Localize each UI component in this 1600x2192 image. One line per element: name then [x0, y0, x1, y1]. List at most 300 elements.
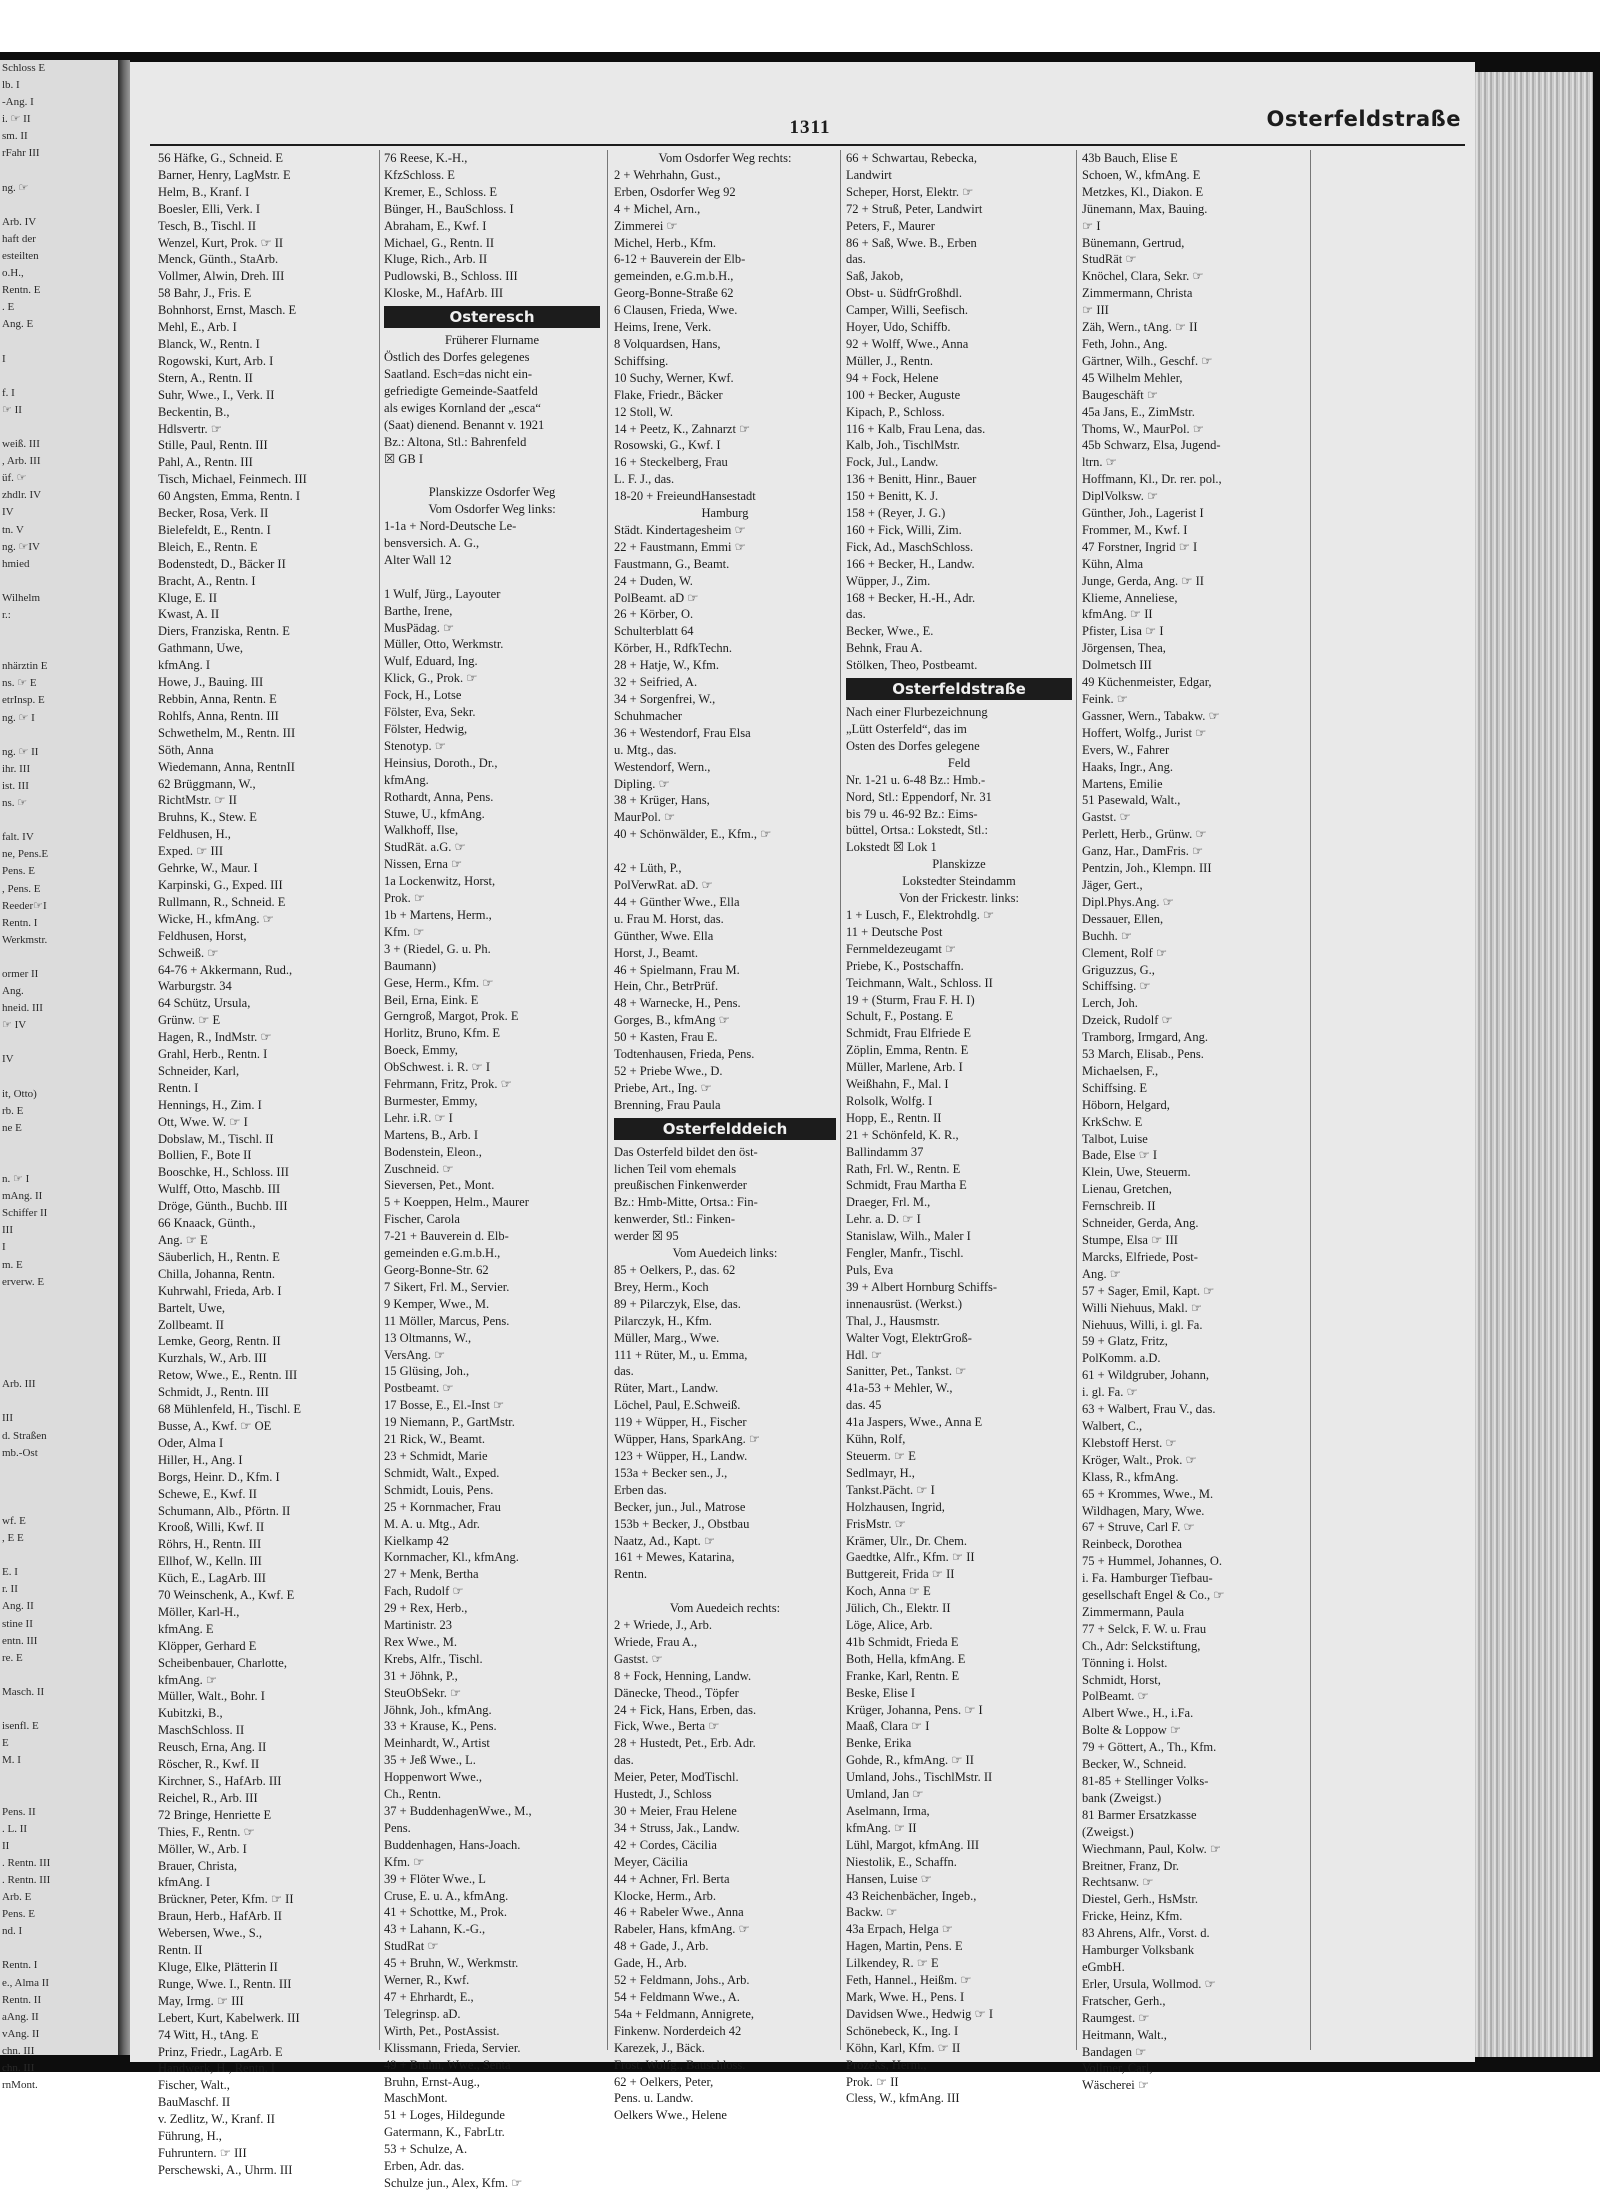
directory-entry: 43b Bauch, Elise E: [1082, 151, 1178, 165]
directory-entry: Möller, Karl-H.,: [158, 1604, 240, 1619]
directory-entry: gemeinden e.G.m.b.H.,: [384, 1246, 501, 1261]
directory-entry: Mehl, E., Arb. I: [158, 320, 237, 335]
left-page-line: [0, 1359, 118, 1376]
left-page-line: e., Alma II: [2, 1976, 50, 1989]
directory-entry: StudRät ☞: [1082, 252, 1137, 267]
directory-entry: Kluge, Elke, Plätterin II: [158, 1959, 278, 1974]
left-page-line: [0, 1769, 118, 1786]
directory-entry: Vollmer, Carl,: [1082, 2061, 1153, 2076]
directory-entry: Pens.: [384, 1820, 411, 1835]
directory-entry: Klissmann, Frieda, Servier.: [384, 2040, 521, 2055]
directory-entry: Warburgstr. 34: [158, 979, 232, 994]
left-page-line: . Rentn. III: [2, 1856, 51, 1869]
directory-entry: Söth, Anna: [158, 742, 214, 757]
directory-entry: eGmbH.: [1082, 1959, 1125, 1974]
directory-entry: Bohnhorst, Ernst, Masch. E: [158, 303, 297, 318]
left-page-line: [0, 1479, 118, 1496]
directory-entry: Erler, Ursula, Wollmod. ☞: [1082, 1976, 1216, 1991]
directory-entry: 24 + Duden, W.: [614, 573, 693, 588]
directory-entry: 86 + Saß, Wwe. B., Erben: [846, 235, 977, 250]
directory-entry: Ang. ☞ E: [158, 1233, 208, 1247]
directory-entry: Webersen, Wwe., S.,: [158, 1926, 262, 1941]
directory-entry: Kurzhals, W., Arb. III: [158, 1351, 267, 1366]
directory-entry: 52 + Priebe Wwe., D.: [614, 1063, 723, 1078]
directory-entry: Bleich, E., Rentn. E: [158, 539, 258, 554]
column-3: [614, 150, 836, 2123]
left-page-line: Pens. E: [2, 1908, 35, 1921]
directory-entry: KrkSchw. E: [1082, 1114, 1143, 1129]
directory-entry: Westendorf, Wern.,: [614, 759, 711, 774]
directory-entry: preußischen Finkenwerder: [614, 1178, 747, 1193]
directory-entry: Talbot, Luise: [1082, 1131, 1148, 1146]
left-page-line: Pens. E: [2, 865, 35, 878]
directory-entry: Wäscherei ☞: [1082, 2078, 1150, 2093]
directory-entry: Becker, jun., Jul., Matrose: [614, 1499, 746, 1514]
directory-entry: Schult, F., Postang. E: [846, 1009, 953, 1024]
directory-entry: Heims, Irene, Verk.: [614, 320, 712, 335]
directory-entry: 1-1a + Nord-Deutsche Le-: [384, 519, 517, 534]
directory-entry: Hdlsvertr. ☞: [158, 421, 222, 436]
directory-entry: Bolte & Loppow ☞: [1082, 1723, 1182, 1738]
directory-entry: Lokstedt ☒ Lok 1: [846, 840, 937, 855]
left-page-line: E. I: [2, 1566, 18, 1579]
directory-entry: 116 + Kalb, Frau Lena, das.: [846, 421, 986, 436]
directory-entry: Pens. u. Landw.: [614, 2091, 694, 2106]
directory-entry: Lehr. i.R. ☞ I: [384, 1110, 453, 1125]
directory-entry: Booschke, H., Schloss. III: [158, 1165, 289, 1180]
directory-entry: Borgs, Heinr. D., Kfm. I: [158, 1469, 280, 1484]
directory-entry: 64-76 + Akkermann, Rud.,: [158, 962, 293, 977]
directory-entry: PolVerwRat. aD. ☞: [614, 877, 713, 892]
directory-entry: 54a + Feldmann, Annigrete,: [614, 2006, 755, 2021]
left-page-line: esteilten: [2, 250, 39, 263]
directory-entry: [614, 843, 836, 860]
directory-entry: Zäh, Wern., tAng. ☞ II: [1082, 320, 1198, 335]
left-page-line: hneid. III: [2, 1002, 43, 1015]
directory-entry: 92 + Wolff, Wwe., Anna: [846, 336, 969, 351]
directory-entry: Walter Vogt, ElektrGroß-: [846, 1330, 972, 1345]
directory-entry: Knöchel, Clara, Sekr. ☞: [1082, 269, 1204, 284]
directory-entry: Klass, R., kfmAng.: [1082, 1469, 1179, 1484]
directory-entry: FrisMstr. ☞: [846, 1516, 906, 1531]
directory-entry: Martens, Emilie: [1082, 776, 1163, 791]
directory-entry: Tramborg, Irmgard, Ang.: [1082, 1030, 1209, 1045]
directory-entry: kfmAng. ☞ II: [846, 1820, 917, 1835]
directory-entry: 70 Weinschenk, A., Kwf. E: [158, 1588, 295, 1603]
directory-entry: gemeinden, e.G.m.b.H.,: [614, 269, 734, 284]
left-page-line: [0, 1291, 118, 1308]
directory-entry: Wenzel, Kurt, Prok. ☞ II: [158, 235, 284, 250]
directory-entry: Dobslaw, M., Tischl. II: [158, 1131, 274, 1146]
directory-entry: Fick, Wwe., Berta ☞: [614, 1719, 720, 1734]
directory-entry: bank (Zweigst.): [1082, 1790, 1162, 1805]
directory-entry: Blanck, W., Rentn. I: [158, 336, 260, 351]
directory-entry: 46 + Rabeler Wwe., Anna: [614, 1905, 744, 1920]
directory-entry: Koch, Anna ☞ E: [846, 1584, 931, 1599]
left-page-line: ng. ☞IV: [2, 540, 40, 553]
directory-entry: Walbert, C.,: [1082, 1418, 1143, 1433]
directory-entry: kfmAng. I: [158, 1875, 211, 1890]
directory-entry: Sieversen, Pet., Mont.: [384, 1178, 495, 1193]
directory-entry: 48 + Warnecke, H., Pens.: [614, 996, 741, 1011]
left-page-line: vAng. II: [2, 2027, 40, 2040]
directory-entry: Priebe, K., Postschaffn.: [846, 958, 964, 973]
directory-entry: SteuObSekr. ☞: [384, 1685, 462, 1700]
directory-entry: Backw. ☞: [846, 1905, 898, 1920]
directory-entry: Schneider, Gerda, Ang.: [1082, 1216, 1199, 1231]
directory-entry: Schönebeck, K., Ing. I: [846, 2023, 959, 2038]
directory-entry: May, Irmg. ☞ III: [158, 1993, 244, 2008]
directory-entry: Müller, Marlene, Arb. I: [846, 1060, 963, 1075]
left-page-line: falt. IV: [2, 831, 34, 844]
directory-entry: VersAng. ☞: [384, 1347, 446, 1362]
directory-entry: Kalb, Joh., TischlMstr.: [846, 438, 960, 453]
left-page-line: [0, 1154, 118, 1171]
directory-entry: Jünemann, Max, Bauing.: [1082, 201, 1208, 216]
left-page-line: Arb. IV: [2, 215, 37, 228]
directory-entry: kfmAng. I: [158, 658, 211, 673]
directory-entry: PolKomm. a.D.: [1082, 1351, 1161, 1366]
left-page-line: n. ☞ I: [2, 1173, 30, 1186]
directory-entry: 45a Jans, E., ZimMstr.: [1082, 404, 1195, 419]
directory-entry: 28 + Hustedt, Pet., Erb. Adr.: [614, 1736, 756, 1751]
left-page-line: it, Otto): [2, 1087, 37, 1100]
directory-entry: Barthe, Irene,: [384, 603, 453, 618]
directory-entry: Rebbin, Anna, Rentn. E: [158, 692, 277, 706]
directory-entry: [384, 569, 600, 586]
directory-entry: Oder, Alma I: [158, 1435, 224, 1450]
directory-entry: Wriede, Frau A.,: [614, 1634, 698, 1649]
directory-entry: Franke, Karl, Rentn. E: [846, 1668, 960, 1683]
directory-entry: 28 + Hatje, W., Kfm.: [614, 658, 719, 673]
directory-entry: 1a Lockenwitz, Horst,: [384, 874, 496, 889]
left-page-line: chn. III: [2, 2044, 35, 2057]
directory-entry: Bz.: Hmb-Mitte, Ortsa.: Fin-: [614, 1195, 758, 1210]
directory-entry: Erben das.: [614, 1482, 667, 1497]
left-page-line: [0, 1393, 118, 1410]
directory-entry: Lehr. a. D. ☞ I: [846, 1212, 921, 1227]
directory-entry: Georg-Bonne-Str. 62: [384, 1263, 489, 1277]
column-divider: [1076, 150, 1077, 2050]
directory-entry: Peters, F., Maurer: [846, 218, 935, 233]
directory-entry: Bünger, H., BauSchloss. I: [384, 201, 514, 216]
directory-entry: Zimmerei ☞: [614, 218, 678, 233]
directory-entry: Lerch, Joh.: [1082, 996, 1138, 1011]
directory-entry: Klebstoff Herst. ☞: [1082, 1435, 1177, 1450]
directory-entry: Finkenw. Norderdeich 42: [614, 2023, 742, 2038]
directory-entry: Fehrmann, Fritz, Prok. ☞: [384, 1077, 512, 1092]
directory-entry: Schiffsing. ☞: [1082, 979, 1151, 994]
directory-entry: Dzeick, Rudolf ☞: [1082, 1013, 1173, 1028]
directory-entry: Wulf, Eduard, Ing.: [384, 654, 478, 669]
left-page-line: ne E: [2, 1121, 22, 1134]
directory-entry: 11 + Deutsche Post: [846, 924, 943, 939]
directory-entry: Niehuus, Willi, i. gl. Fa.: [1082, 1317, 1203, 1332]
directory-entry: Wüpper, J., Zim.: [846, 573, 931, 588]
directory-entry: 161 + Mewes, Katarina,: [614, 1550, 735, 1565]
directory-entry: Steuerm. ☞ E: [846, 1448, 916, 1463]
directory-entry: 119 + Wüpper, H., Fischer: [614, 1415, 747, 1430]
directory-entry: 31 + Jöhnk, P.,: [384, 1668, 458, 1683]
directory-entry: 10 Suchy, Werner, Kwf.: [614, 370, 734, 385]
directory-entry: Meinhardt, W., Artist: [384, 1736, 490, 1751]
directory-entry: Kluge, E. II: [158, 590, 218, 605]
left-page-line: [0, 1069, 118, 1086]
directory-entry: Retow, Wwe., E., Rentn. III: [158, 1368, 298, 1383]
left-page-line: ne, Pens.E: [2, 848, 49, 861]
directory-entry: Nord, Stl.: Eppendorf, Nr. 31: [846, 789, 992, 804]
directory-entry: Horst, J., Beamt.: [614, 945, 699, 960]
left-page-line: [0, 419, 118, 436]
directory-entry: 35 + Jeß Wwe., L.: [384, 1753, 476, 1768]
left-page-line: ☞ II: [2, 403, 22, 416]
left-page-line: Ang. E: [2, 318, 34, 331]
directory-entry: Bz.: Altona, Stl.: Bahrenfeld: [384, 434, 527, 449]
directory-entry: 1 Wulf, Jürg., Layouter: [384, 586, 501, 601]
directory-entry: Feldhusen, H.,: [158, 827, 231, 842]
directory-entry: 66 Knaack, Günth.,: [158, 1216, 256, 1231]
directory-entry: Niestolik, E., Schaffn.: [846, 1854, 957, 1869]
directory-entry: 150 + Benitt, K. J.: [846, 489, 939, 504]
directory-entry: Brauer, Christa,: [158, 1858, 237, 1873]
directory-entry: 49 Küchenmeister, Edgar,: [1082, 675, 1212, 690]
directory-entry: kfmAng. ☞ II: [1082, 607, 1153, 622]
directory-entry: das.: [846, 607, 866, 622]
directory-entry: Höborn, Helgard,: [1082, 1097, 1170, 1112]
directory-entry: Rechtsanw. ☞: [1082, 1875, 1154, 1890]
directory-entry: 111 + Rüter, M., u. Emma,: [614, 1347, 748, 1362]
directory-entry: Reichel, R., Arb. III: [158, 1790, 258, 1805]
directory-entry: Osten des Dorfes gelegene: [846, 738, 980, 753]
directory-entry: 2 + Wehrhahn, Gust.,: [614, 167, 721, 182]
directory-entry: Cless, W., kfmAng. III: [846, 2091, 960, 2106]
directory-entry: Zollbeamt. II: [158, 1317, 224, 1332]
left-page-line: ns. ☞: [2, 797, 28, 810]
directory-entry: Fratscher, Gerh.,: [1082, 1993, 1166, 2008]
directory-entry: gesellschaft Engel & Co., ☞: [1082, 1588, 1225, 1603]
directory-entry: Östlich des Dorfes gelegenes: [384, 350, 530, 365]
directory-entry: Vom Auedeich links:: [672, 1246, 778, 1261]
directory-entry: Planskizze: [932, 857, 986, 872]
directory-entry: Küch, E., LagArb. III: [158, 1571, 266, 1586]
directory-entry: Clement, Rolf ☞: [1082, 945, 1168, 960]
left-page-line: ihr. III: [2, 762, 31, 775]
directory-entry: lichen Teil vom ehemals: [614, 1161, 737, 1176]
directory-entry: u. Mtg., das.: [614, 742, 677, 757]
directory-entry: i. gl. Fa. ☞: [1082, 1385, 1138, 1400]
directory-entry: 6 Clausen, Frieda, Wwe.: [614, 303, 738, 318]
directory-entry: Körber, H., RdfkTechn.: [614, 641, 733, 656]
directory-entry: 16 + Steckelberg, Frau: [614, 455, 728, 470]
directory-entry: 123 + Wüpper, H., Landw.: [614, 1448, 748, 1463]
directory-entry: Hdl. ☞: [846, 1347, 883, 1362]
directory-entry: Becker, Wwe., E.: [846, 624, 934, 639]
directory-entry: Pilarczyk, H., Kfm.: [614, 1313, 712, 1328]
left-page-line: IV: [2, 1053, 14, 1066]
left-page-line: ng. ☞ I: [2, 711, 35, 724]
directory-entry: 45 + Bruhn, W., Werkmstr.: [384, 1956, 519, 1971]
directory-entry: Krämer, Ulr., Dr. Chem.: [846, 1533, 968, 1548]
directory-entry: 5 + Koeppen, Helm., Maurer: [384, 1195, 529, 1210]
directory-entry: Schoen, W., kfmAng. E: [1082, 167, 1201, 182]
directory-entry: Fengler, Manfr., Tischl.: [846, 1246, 964, 1261]
directory-entry: Gassner, Wern., Tabakw. ☞: [1082, 708, 1220, 723]
directory-entry: 4 + Michel, Arn.,: [614, 201, 701, 216]
directory-entry: Junge, Gerda, Ang. ☞ II: [1082, 573, 1204, 588]
directory-entry: Stumpe, Elsa ☞ III: [1082, 1233, 1178, 1247]
directory-entry: Thies, F., Rentn. ☞: [158, 1824, 255, 1839]
directory-entry: 166 + Becker, H., Landw.: [846, 556, 975, 571]
directory-entry: Holzhausen, Ingrid,: [846, 1499, 945, 1514]
directory-entry: u. Frau M. Horst, das.: [614, 911, 724, 926]
column-2: [384, 150, 600, 2190]
directory-entry: Griguzzus, G.,: [1082, 962, 1155, 977]
directory-entry: Kremer, E., Schloss. E: [384, 184, 498, 199]
directory-entry: RichtMstr. ☞ II: [158, 793, 237, 808]
directory-entry: Martinistr. 23: [384, 1618, 453, 1633]
directory-entry: Röscher, R., Kwf. II: [158, 1757, 260, 1772]
directory-entry: Sanitter, Pet., Tankst. ☞: [846, 1364, 967, 1379]
directory-entry: 57 + Sager, Emil, Kapt. ☞: [1082, 1283, 1215, 1298]
directory-entry: Mark, Wwe. H., Pens. I: [846, 1989, 965, 2004]
directory-entry: 34 + Sorgenfrei, W.,: [614, 692, 716, 706]
directory-entry: Rosowski, G., Kwf. I: [614, 438, 721, 453]
directory-entry: Stölken, Theo, Postbeamt.: [846, 658, 978, 673]
directory-entry: PolBeamt. aD ☞: [614, 590, 699, 605]
directory-entry: Perlett, Herb., Grünw. ☞: [1082, 827, 1207, 842]
directory-entry: Dessauer, Ellen,: [1082, 911, 1164, 926]
left-page-line: [0, 163, 118, 180]
left-page-line: [0, 1325, 118, 1342]
directory-entry: ltrn. ☞: [1082, 455, 1117, 470]
directory-entry: Ang. ☞: [1082, 1266, 1121, 1281]
directory-entry: Heitmann, Walt.,: [1082, 2027, 1167, 2042]
left-page-line: III: [2, 1224, 13, 1237]
directory-entry: Zimmermann, Paula: [1082, 1604, 1185, 1619]
directory-entry: Hagen, R., IndMstr. ☞: [158, 1030, 272, 1045]
directory-entry: Säuberlich, H., Rentn. E: [158, 1249, 280, 1264]
directory-entry: Fischer, Carola: [384, 1212, 460, 1227]
directory-entry: Rolsolk, Wolfg. I: [846, 1093, 933, 1108]
directory-entry: Walkhoff, Ilse,: [384, 823, 459, 838]
left-page-line: E: [2, 1737, 9, 1750]
directory-entry: Rohlfs, Anna, Rentn. III: [158, 708, 279, 723]
directory-entry: 42 + Cordes, Cäcilia: [614, 1837, 717, 1852]
directory-entry: Kipach, P., Schloss.: [846, 404, 945, 419]
directory-entry: Gese, Herm., Kfm. ☞: [384, 975, 494, 990]
directory-entry: Jülich, Ch., Elektr. II: [846, 1601, 951, 1616]
column-5: [1082, 150, 1308, 2093]
directory-page: [130, 62, 1475, 2190]
street-section-title: Osterfeldstraße: [846, 678, 1072, 700]
street-section-title: Osterfelddeich: [614, 1118, 836, 1140]
directory-entry: Gathmann, Uwe,: [158, 641, 244, 656]
directory-entry: Ch., Rentn.: [384, 1787, 441, 1802]
directory-entry: Brückner, Peter, Kfm. ☞ II: [158, 1892, 294, 1907]
directory-entry: Lilkendey, R. ☞ E: [846, 1956, 939, 1971]
directory-entry: Krebs, Alfr., Tischl.: [384, 1651, 483, 1666]
left-page-line: d. Straßen: [2, 1429, 47, 1442]
directory-entry: Wildhagen, Mary, Wwe.: [1082, 1503, 1205, 1518]
left-page-line: [0, 1667, 118, 1684]
directory-entry: bensversich. A. G.,: [384, 536, 480, 551]
directory-entry: ☒ GB I: [384, 451, 423, 466]
left-page-line: I: [2, 1241, 6, 1254]
directory-entry: 72 + Struß, Peter, Landwirt: [846, 201, 983, 216]
directory-entry: Howe, J., Bauing. III: [158, 675, 264, 690]
directory-entry: Wüpper, Hans, SparkAng. ☞: [614, 1432, 761, 1447]
directory-entry: Bade, Else ☞ I: [1082, 1148, 1158, 1163]
directory-entry: Frost, Wolfg., Bauschloss.: [614, 2057, 746, 2072]
directory-entry: Michaelsen, F.,: [1082, 1063, 1159, 1078]
directory-entry: Tesch, B., Tischl. II: [158, 218, 257, 233]
directory-entry: Karezek, J., Bäck.: [614, 2040, 705, 2055]
directory-entry: 43a Erpach, Helga ☞: [846, 1922, 953, 1937]
left-page-line: ng. ☞: [2, 181, 29, 194]
directory-entry: Michael, G., Rentn. II: [384, 235, 495, 250]
left-page-line: isenfl. E: [2, 1720, 39, 1733]
directory-entry: Gaedtke, Alfr., Kfm. ☞ II: [846, 1550, 975, 1565]
directory-entry: Kornmacher, Kl., kfmAng.: [384, 1550, 519, 1565]
directory-entry: Jöhnk, Joh., kfmAng.: [384, 1702, 492, 1717]
directory-entry: ☞ III: [1082, 303, 1109, 318]
directory-entry: Schneider, Karl,: [158, 1063, 240, 1078]
directory-entry: 40 + Schönwälder, E., Kfm., ☞: [614, 827, 772, 842]
directory-entry: 168 + Becker, H.-H., Adr.: [846, 590, 976, 605]
directory-entry: Fölster, Eva, Sekr.: [384, 705, 476, 720]
left-page-line: erverw. E: [2, 1275, 45, 1288]
directory-entry: 44 + Günther Wwe., Ella: [614, 894, 740, 909]
directory-entry: Behnk, Frau A.: [846, 641, 923, 656]
left-page-line: [0, 1342, 118, 1359]
directory-entry: Hopp, E., Rentn. II: [846, 1110, 942, 1125]
left-page-line: re. E: [2, 1651, 23, 1664]
directory-entry: Hoppenwort Wwe.,: [384, 1770, 483, 1785]
directory-entry: Fischer, Walt.,: [158, 2078, 230, 2093]
directory-entry: i. Fa. Hamburger Tiefbau-: [1082, 1571, 1213, 1586]
directory-entry: 15 Glüsing, Joh.,: [384, 1364, 470, 1379]
directory-entry: Rogowski, Kurt, Arb. I: [158, 353, 274, 368]
directory-entry: Busse, A., Kwf. ☞ OE: [158, 1418, 272, 1433]
directory-entry: Hansen, Luise ☞: [846, 1871, 932, 1886]
left-page-line: m. E: [2, 1258, 23, 1271]
directory-entry: Brey, Herm., Koch: [614, 1279, 709, 1294]
directory-entry: das.: [614, 1364, 634, 1379]
directory-entry: Schulze jun., Alex, Kfm. ☞: [384, 2175, 523, 2190]
directory-entry: 45b Schwarz, Elsa, Jugend-: [1082, 438, 1221, 453]
left-page-line: -Ang. I: [2, 96, 34, 109]
directory-entry: 27 + Menk, Bertha: [384, 1567, 479, 1582]
directory-entry: Feldhusen, Horst,: [158, 928, 247, 943]
left-page-line: [0, 1137, 118, 1154]
directory-entry: Aselmann, Irma,: [846, 1804, 930, 1818]
directory-entry: Meier, Peter, ModTischl.: [614, 1770, 739, 1785]
directory-entry: Bandagen ☞: [1082, 2044, 1147, 2059]
left-page-line: etrInsp. E: [2, 694, 45, 707]
directory-entry: Georg-Bonne-Straße 62: [614, 286, 734, 301]
directory-entry: Günther, Joh., Lagerist I: [1082, 506, 1204, 521]
directory-entry: Lemke, Georg, Rentn. II: [158, 1334, 281, 1349]
directory-entry: 83 Ahrens, Alfr., Vorst. d.: [1082, 1926, 1210, 1941]
left-page-line: haft der: [2, 232, 36, 245]
directory-entry: Bollien, F., Bote II: [158, 1148, 252, 1163]
directory-entry: Martens, B., Arb. I: [384, 1127, 479, 1142]
directory-entry: das. 45: [846, 1398, 882, 1413]
directory-entry: Saß, Jakob,: [846, 269, 904, 284]
directory-entry: Sedlmayr, H.,: [846, 1465, 915, 1480]
directory-entry: Rabeler, Hans, kfmAng. ☞: [614, 1922, 750, 1937]
left-page-line: [0, 573, 118, 590]
